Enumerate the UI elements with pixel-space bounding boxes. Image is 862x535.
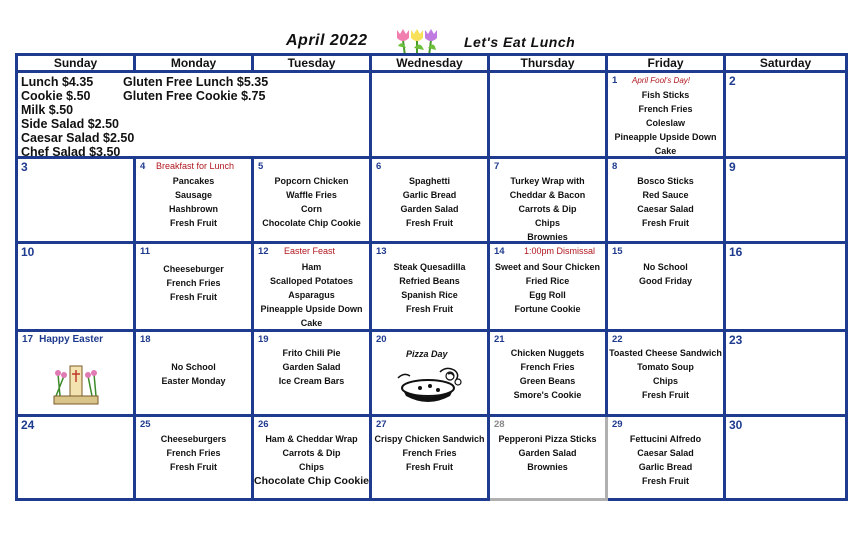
day-cell [725,331,847,416]
menu-item: Fresh Fruit [169,292,217,302]
day-number: 22 [612,334,623,345]
day-number: 19 [258,334,269,345]
day-number: 29 [612,419,623,430]
menu-item: Easter Monday [161,376,226,386]
menu-item: Carrots & Dip [518,204,577,214]
menu-items [608,260,723,288]
day-cell [489,158,607,243]
day-cell-empty [371,72,489,158]
day-cell [725,416,847,500]
price-line: Chef Salad $3.50 [21,145,121,159]
menu-items [372,432,487,474]
menu-item: Tomato Soup [637,362,694,372]
day-cell [371,416,489,500]
menu-item: Popcorn Chicken [274,176,349,186]
menu-items [254,432,369,488]
day-cell [135,243,253,331]
weekday-header: Saturday [725,55,847,72]
weekday-header: Friday [607,55,725,72]
week-row [17,416,847,500]
menu-item: Chips [298,462,324,472]
menu-items [490,432,605,474]
menu-items [136,174,251,230]
menu-items [136,360,251,388]
menu-item: Garden Salad [518,448,577,458]
menu-item: Cheeseburgers [160,434,227,444]
menu-item: Fried Rice [525,276,570,286]
menu-item: Cheeseburger [163,264,224,274]
menu-item: Red Sauce [642,190,689,200]
day-number: 30 [729,418,743,432]
weekday-header: Sunday [17,55,135,72]
menu-items [254,174,369,230]
menu-item: Spaghetti [408,176,450,186]
tulips-icon [394,26,440,56]
menu-item: French Fries [520,362,575,372]
menu-items [372,260,487,316]
menu-item: Corn [301,204,322,214]
menu-item: Carrots & Dip [282,448,341,458]
day-cell [489,331,607,416]
day-number: 2 [729,74,736,88]
price-line: Lunch $4.35 [21,75,94,89]
menu-items [372,174,487,230]
menu-item: Frito Chili Pie [282,348,341,358]
day-number: 9 [729,160,736,174]
menu-item: Spanish Rice [401,290,458,300]
menu-item: Caesar Salad [637,204,694,214]
menu-items [608,174,723,230]
menu-item: Fortune Cookie [514,304,581,314]
menu-item: Crispy Chicken Sandwich [374,434,485,444]
day-cell [17,243,135,331]
day-cell [17,416,135,500]
day-number: 20 [376,334,387,345]
day-number: 27 [376,419,387,430]
menu-item: Chocolate Chip Cookie [262,218,361,228]
calendar-subtitle: Let's Eat Lunch [464,34,576,50]
menu-item: Cheddar & Bacon [509,190,586,200]
menu-item: Fresh Fruit [405,218,453,228]
menu-items [490,346,605,402]
day-number: 21 [494,334,505,345]
day-note: 1:00pm Dismissal [524,246,596,256]
menu-item: Brownies [527,462,568,472]
day-number: 16 [729,245,743,259]
menu-item: Sausage [174,190,213,200]
day-number: 1 [612,75,618,86]
menu-items [608,432,723,488]
menu-item: No School [643,262,688,272]
day-cell [371,158,489,243]
day-cell [725,243,847,331]
easter-lilies-icon [52,356,100,408]
day-cell [17,331,135,416]
price-line: Gluten Free Lunch $5.35 [123,75,269,89]
menu-item: Chicken Nuggets [510,348,585,358]
day-number: 6 [376,161,382,172]
menu-items [490,174,605,244]
menu-item: Steak Quesadilla [393,262,466,272]
weekday-header: Thursday [489,55,607,72]
day-cell [607,416,725,500]
day-cell [371,331,489,416]
day-number: 12 [258,246,269,257]
day-number: 26 [258,419,269,430]
day-cell [253,243,371,331]
menu-item: No School [171,362,216,372]
day-note: Easter Feast [284,246,336,256]
day-cell [135,158,253,243]
menu-item: Refried Beans [399,276,460,286]
day-number: 5 [258,161,264,172]
day-cell [607,158,725,243]
menu-item: Cake [300,318,323,328]
menu-item: Fresh Fruit [405,304,453,314]
menu-item: Caesar Salad [637,448,694,458]
day-cell [725,158,847,243]
menu-item: Ham [301,262,322,272]
day-cell [135,416,253,500]
menu-item: Pancakes [172,176,215,186]
menu-item: Cake [654,146,677,156]
menu-item: Fresh Fruit [641,390,689,400]
day-cell [253,331,371,416]
menu-item: Smore's Cookie [513,390,582,400]
week-row [17,243,847,331]
menu-item: Turkey Wrap with [510,176,585,186]
day-number: 8 [612,161,618,172]
menu-item: Pepperoni Pizza Sticks [498,434,597,444]
menu-item: French Fries [166,278,221,288]
menu-item: Brownies [527,232,568,242]
menu-item: Fresh Fruit [169,462,217,472]
day-cell [607,331,725,416]
day-number: 3 [21,160,28,174]
price-line: Milk $.50 [21,103,74,117]
menu-item: Waffle Fries [286,190,337,200]
day-number: 28 [494,419,505,430]
menu-item: Pineapple Upside Down [614,132,717,142]
day-cell-empty [489,72,607,158]
menu-item: Sweet and Sour Chicken [494,262,601,272]
day-cell [607,243,725,331]
menu-item: Chips [534,218,560,228]
week-row [17,72,847,158]
menu-item: Ice Cream Bars [278,376,345,386]
day-number: 14 [494,246,505,257]
menu-items [608,88,723,158]
week-row [17,158,847,243]
price-line: Side Salad $2.50 [21,117,119,131]
menu-items [608,346,723,402]
price-line: Cookie $.50 [21,89,91,103]
menu-item: French Fries [402,448,457,458]
pizza-icon [394,364,466,408]
day-number: 25 [140,419,151,430]
menu-item: Ham & Cheddar Wrap [265,434,358,444]
menu-item: Garden Salad [282,362,341,372]
menu-item: Coleslaw [645,118,685,128]
day-cell [253,416,371,500]
calendar-month-title: April 2022 [286,32,368,49]
menu-items [254,260,369,330]
menu-item: Hashbrown [168,204,218,214]
menu-item: Asparagus [288,290,335,300]
day-cell [607,72,725,158]
menu-item: French Fries [638,104,693,114]
day-note: Breakfast for Lunch [156,161,235,171]
day-cell [489,416,607,500]
menu-item: Fresh Fruit [405,462,453,472]
weekday-header-row [17,55,847,72]
menu-item: Fresh Fruit [169,218,217,228]
weekday-header: Tuesday [253,55,371,72]
calendar-title-bar [0,30,862,54]
day-note: Happy Easter [39,334,104,345]
menu-item: Garlic Bread [638,462,693,472]
day-cell [17,158,135,243]
lunch-calendar-table [15,53,848,501]
menu-item: Fresh Fruit [641,218,689,228]
weekday-header: Wednesday [371,55,489,72]
price-line: Gluten Free Cookie $.75 [123,89,266,103]
menu-items [136,432,251,474]
day-cell [253,158,371,243]
day-cell [135,331,253,416]
day-cell [725,72,847,158]
menu-item: Egg Roll [529,290,566,300]
menu-items [490,260,605,316]
day-cell [489,243,607,331]
price-line: Caesar Salad $2.50 [21,131,135,145]
weekday-header: Monday [135,55,253,72]
menu-item: Chips [652,376,678,386]
day-number: 23 [729,333,743,347]
day-number: 10 [21,245,35,259]
day-number: 11 [140,246,151,257]
day-note: April Fool's Day! [632,76,690,85]
day-number: 17 [22,334,34,345]
menu-item: Fettucini Alfredo [629,434,702,444]
day-note: Pizza Day [406,349,448,359]
menu-items [254,346,369,388]
menu-item: Garlic Bread [402,190,457,200]
price-list-cell [17,72,371,158]
week-row [17,331,847,416]
menu-item: French Fries [166,448,221,458]
menu-item: Garden Salad [400,204,459,214]
day-number: 4 [140,161,146,172]
day-cell [371,243,489,331]
day-number: 24 [21,418,35,432]
day-number: 13 [376,246,387,257]
menu-items [136,262,251,304]
easter-header [22,334,103,345]
menu-item: Fresh Fruit [641,476,689,486]
day-number: 7 [494,161,500,172]
menu-item: Chocolate Chip Cookie [254,475,369,487]
menu-item: Fish Sticks [641,90,690,100]
day-number: 18 [140,334,151,345]
menu-item: Pineapple Upside Down [260,304,363,314]
menu-item: Bosco Sticks [637,176,694,186]
menu-item: Scalloped Potatoes [269,276,354,286]
menu-item: Good Friday [638,276,692,286]
menu-item: Toasted Cheese Sandwich [609,348,722,358]
day-number: 15 [612,246,623,257]
menu-item: Green Beans [519,376,576,386]
